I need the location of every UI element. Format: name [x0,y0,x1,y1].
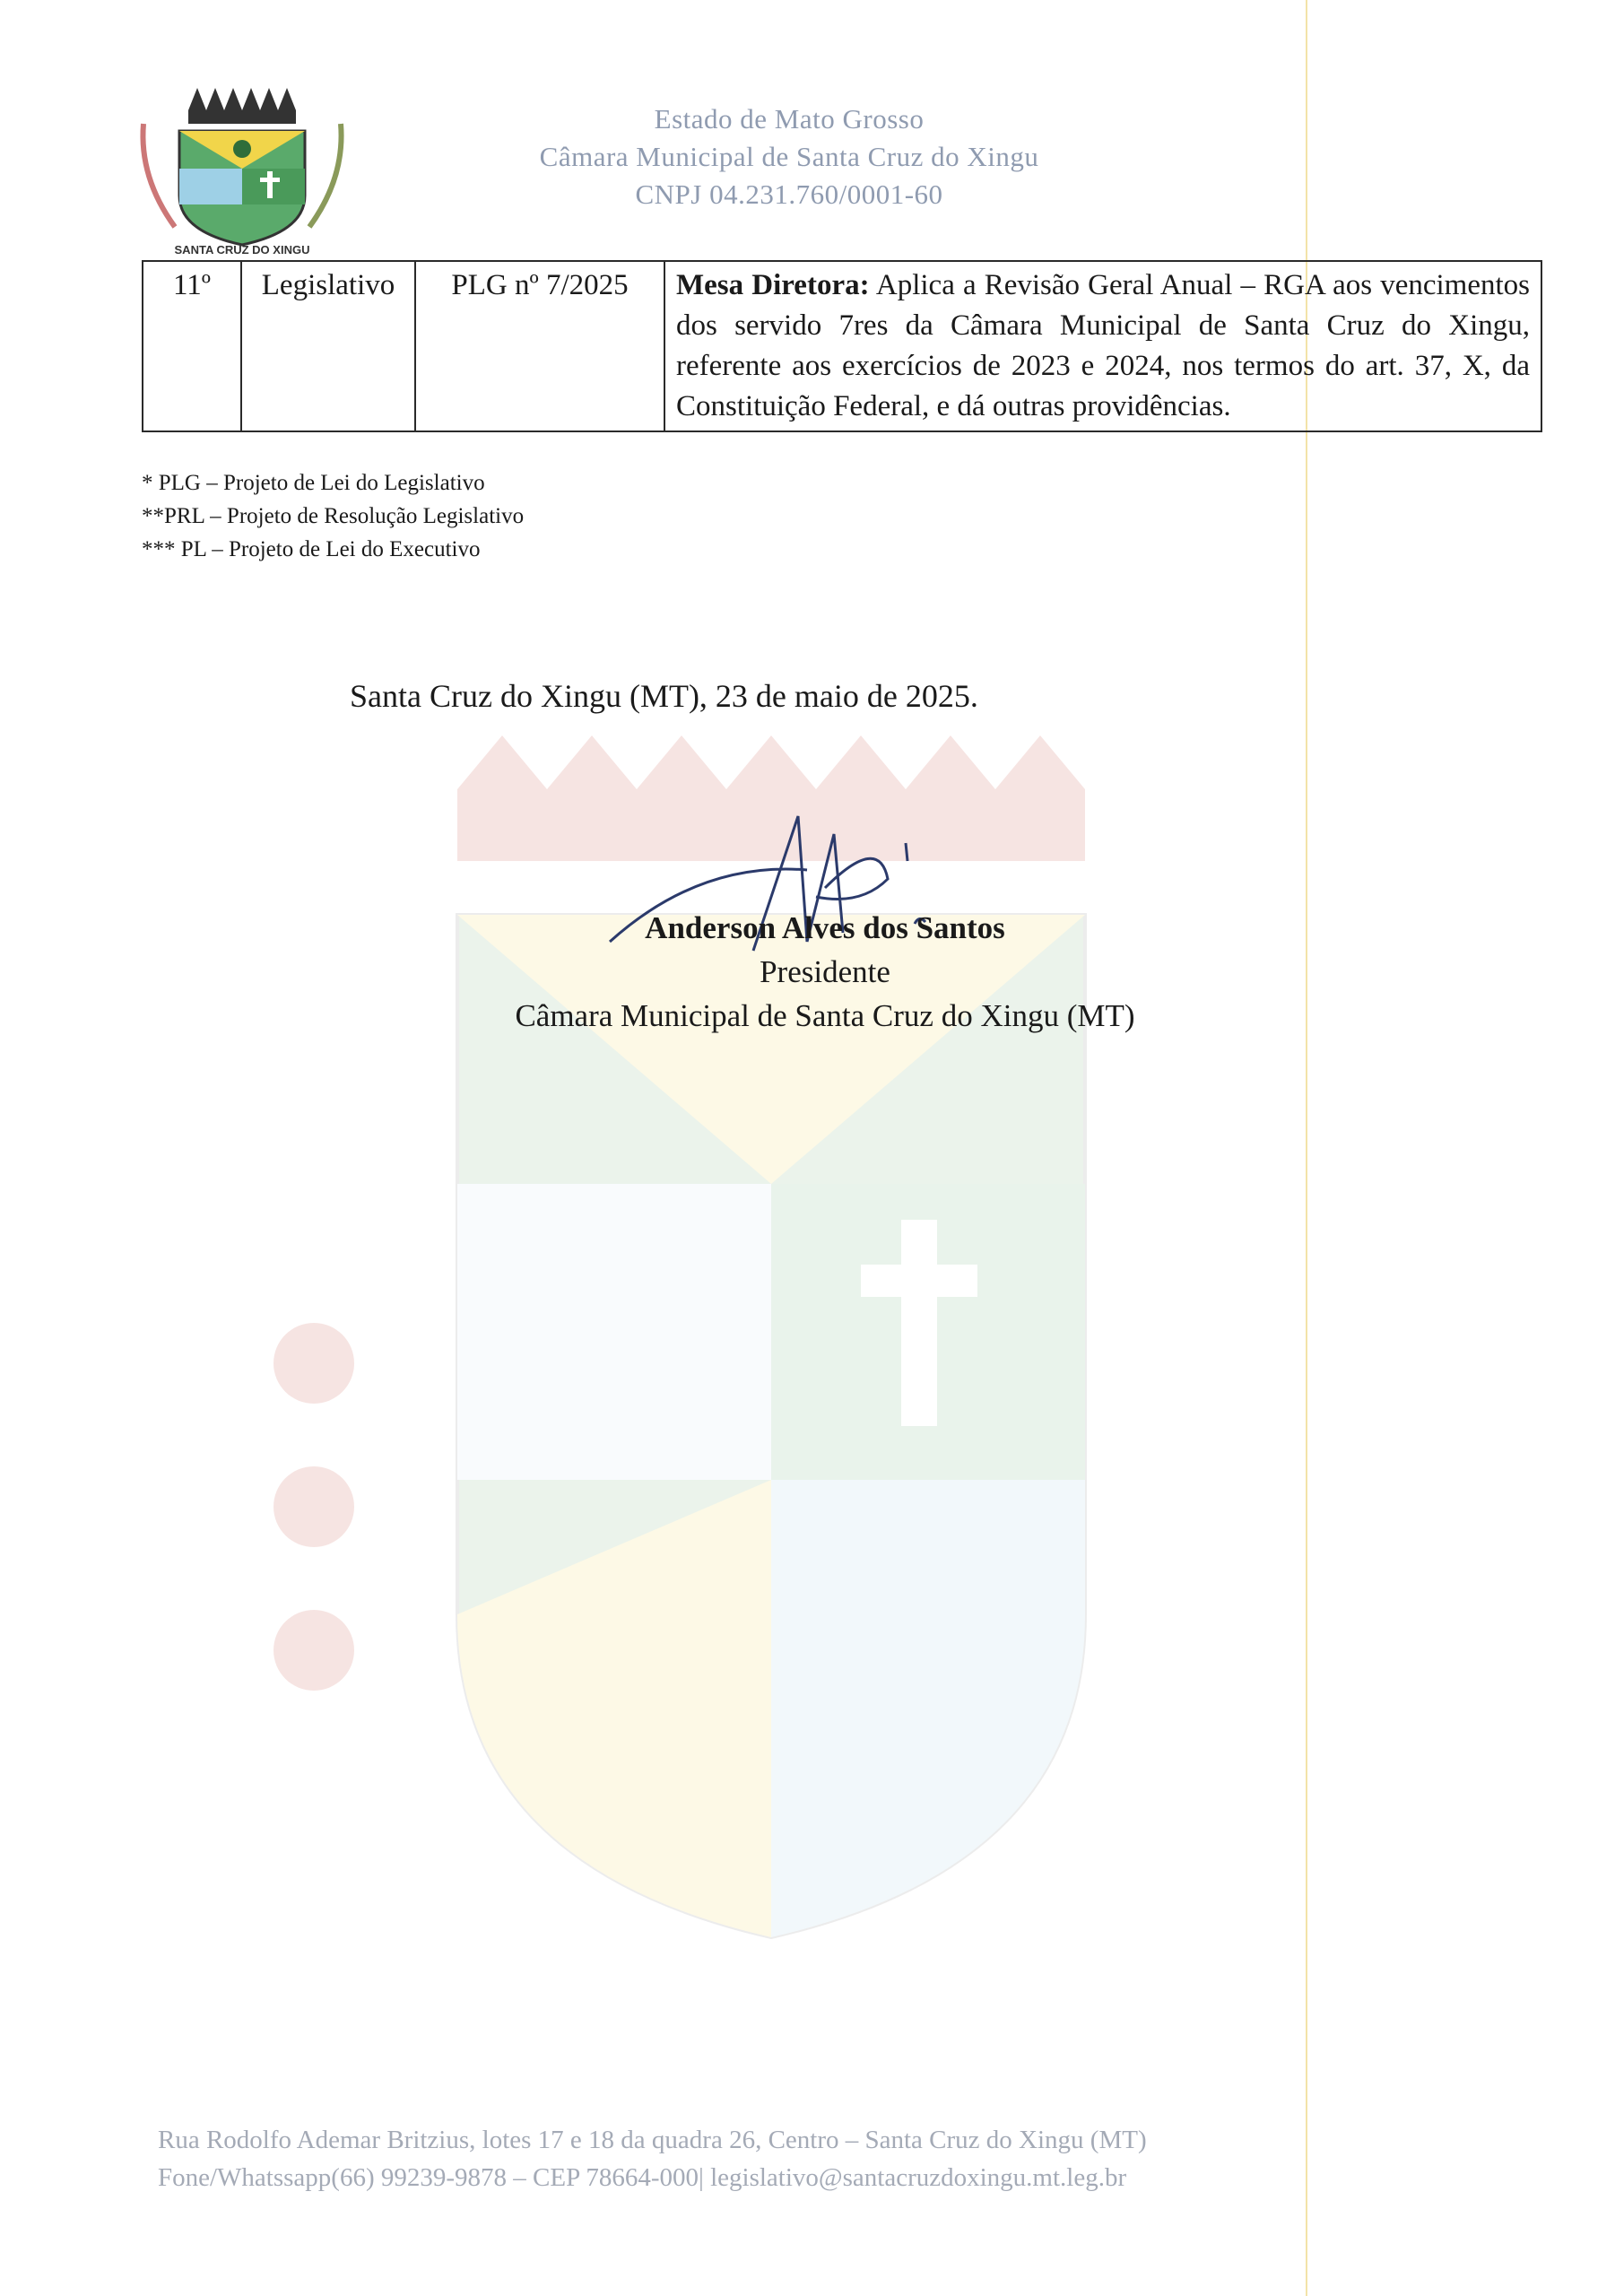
chamber-name: Câmara Municipal de Santa Cruz do Xingu [539,141,1039,172]
project-number-cell: PLG nº 7/2025 [415,261,664,431]
projects-table [142,260,1542,432]
signer-institution: Câmara Municipal de Santa Cruz do Xingu (MT) [515,998,1135,1033]
note-prl: **PRL – Projeto de Resolução Legislativo [142,504,525,528]
date-line: Santa Cruz do Xingu (MT), 23 de maio de 2025. [350,678,978,714]
note-pl: *** PL – Projeto de Lei do Executivo [142,537,481,561]
seal-motto: SANTA CRUZ DO XINGU [174,243,310,257]
footer-contact: Fone/Whatssapp(66) 99239-9878 – CEP 78664-000| legislativo@santacruzdoxingu.mt.leg.br [158,2163,1127,2192]
note-plg: * PLG – Projeto de Lei do Legislativo [142,471,485,495]
signer-name: Anderson Alves dos Santos [645,910,1005,945]
footer-address: Rua Rodolfo Ademar Britzius, lotes 17 e 18 da quadra 26, Centro – Santa Cruz do Xingu (MT) [158,2126,1147,2154]
cnpj: CNPJ 04.231.760/0001-60 [635,178,943,210]
footer [158,2121,1324,2196]
order-cell: 11º [143,261,241,431]
signer-block [377,906,1273,1038]
origin-cell: Legislativo [241,261,415,431]
state-name: Estado de Mato Grosso [654,103,925,135]
municipal-seal-logo [126,70,359,258]
table-row [143,261,1541,431]
signer-role: Presidente [760,954,890,989]
letterhead [430,100,1148,213]
description-text: Aplica a Revisão Geral Anual – RGA aos vencimentos dos servido 7res da Câmara Municipal de Santa Cruz do Xingu, referente aos exercícios de 2023 e 2024, nos termos do art. 37, X, da Constituição Federal, e dá outras providências. [676,269,1530,422]
author-label: Mesa Diretora: [676,269,870,301]
abbreviation-notes [142,466,524,566]
description-cell [664,261,1541,431]
